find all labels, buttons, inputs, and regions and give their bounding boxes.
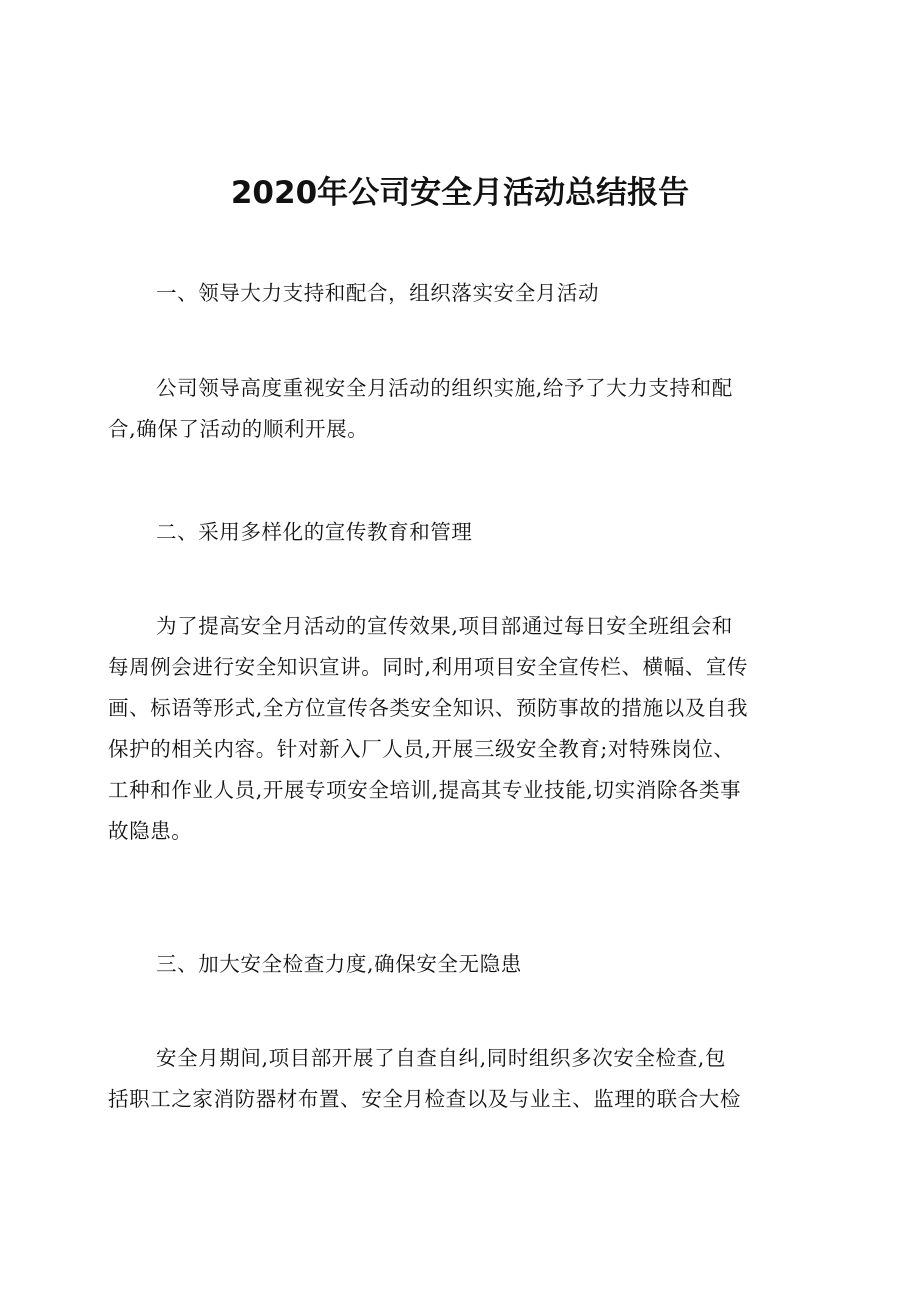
section-3-heading: 三、加大安全检查力度,确保安全无隐患 — [156, 952, 522, 976]
paragraph-line: 安全月期间,项目部开展了自查自纠,同时组织多次安全检查,包 — [156, 1046, 726, 1070]
paragraph-line: 为了提高安全月活动的宣传效果,项目部通过每日安全班组会和 — [156, 614, 733, 638]
paragraph-line: 括职工之家消防器材布置、安全月检查以及与业主、监理的联合大检 — [108, 1087, 741, 1111]
section-1-heading: 一、领导大力支持和配合，组织落实安全月活动 — [156, 281, 600, 305]
section-2-paragraph — [108, 606, 820, 852]
paragraph-line: 画、标语等形式,全方位宣传各类安全知识、预防事故的措施以及自我 — [108, 696, 749, 720]
section-2-heading: 二、采用多样化的宣传教育和管理 — [156, 520, 473, 544]
paragraph-line: 合,确保了活动的顺利开展。 — [108, 417, 369, 441]
document-title: 2020年公司安全月活动总结报告 — [230, 175, 690, 211]
paragraph-line: 公司领导高度重视安全月活动的组织实施,给予了大力支持和配 — [156, 376, 733, 400]
paragraph-line: 工种和作业人员,开展专项安全培训,提高其专业技能,切实消除各类事 — [108, 778, 742, 802]
section-1-paragraph — [108, 368, 820, 450]
paragraph-line: 故隐患。 — [108, 819, 193, 843]
section-3-paragraph — [108, 1038, 820, 1120]
paragraph-line: 保护的相关内容。针对新入厂人员,开展三级安全教育;对特殊岗位、 — [108, 737, 735, 761]
paragraph-line: 每周例会进行安全知识宣讲。同时,利用项目安全宣传栏、横幅、宣传 — [108, 655, 749, 679]
